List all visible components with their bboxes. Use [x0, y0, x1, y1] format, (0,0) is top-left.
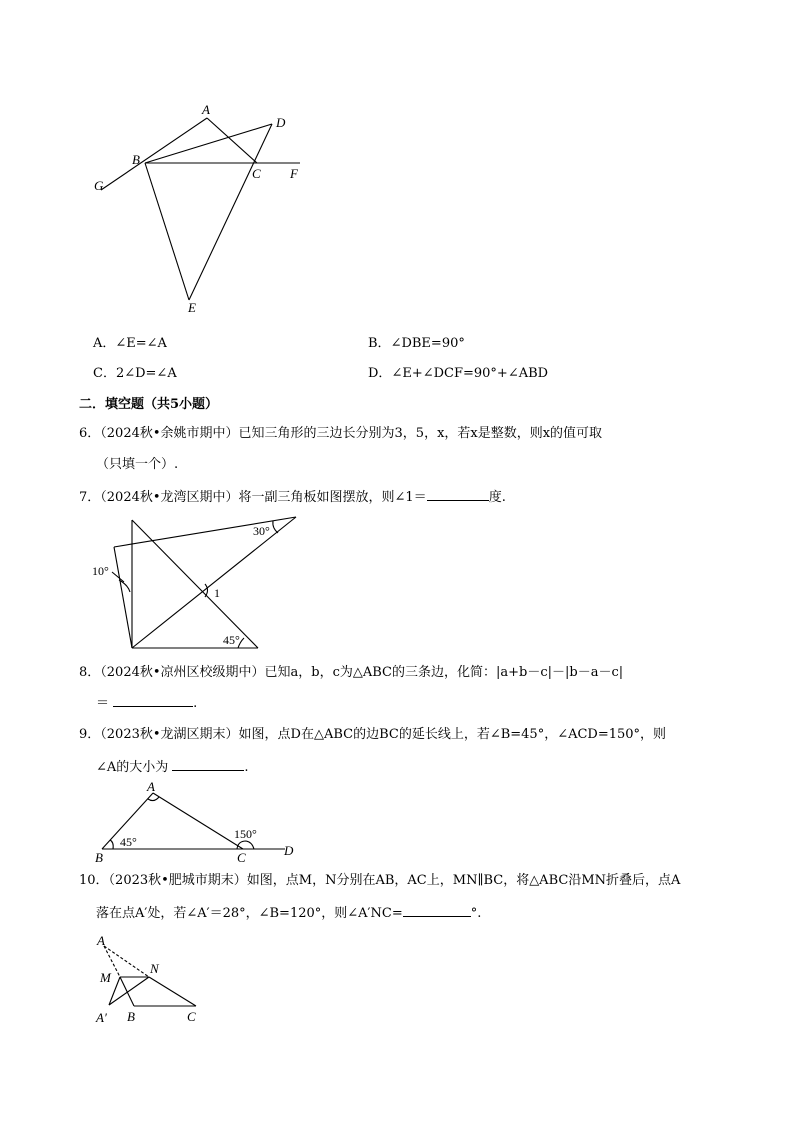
q8-line1: 8．（2024秋•凉州区校级期中）已知a，b，c为△ABC的三条边，化简：|a+b－c|－|b－a－c|	[79, 665, 624, 680]
q8-line2	[96, 693, 197, 713]
label-B: B	[132, 152, 140, 167]
q6-line2-text: （只填一个）.	[96, 457, 179, 472]
q7-blank[interactable]	[427, 487, 489, 501]
q9-blank[interactable]	[172, 757, 244, 771]
option-b-prefix: B．	[368, 336, 391, 351]
option-a-text: ∠E=∠A	[115, 336, 167, 351]
q10-blank[interactable]	[403, 903, 471, 917]
q10-label-A: A	[97, 933, 105, 948]
option-c-prefix: C．	[93, 366, 116, 381]
q8-line2-suffix: .	[193, 696, 198, 711]
q10-line2-prefix: 落在点A′处，若∠A′＝28°，∠B=120°，则∠A′NC=	[96, 906, 403, 921]
q7-angle-45: 45°	[223, 633, 240, 647]
q9-angle-45: 45°	[120, 835, 137, 849]
option-a	[93, 332, 167, 351]
section-title: 二．填空题（共5小题）	[79, 397, 219, 412]
option-b	[368, 332, 465, 351]
q10-label-N: N	[150, 961, 159, 976]
option-b-text: ∠DBE=90°	[390, 336, 465, 351]
figure-q10	[90, 930, 205, 1025]
q10-line1: 10．（2023秋•肥城市期末）如图，点M，N分别在AB，AC上，MN∥BC，将△ABC沿MN折叠后，点A	[79, 873, 681, 888]
q7-angle-10: 10°	[92, 564, 109, 578]
q9-line1: 9．（2023秋•龙湖区期末）如图，点D在△ABC的边BC的延长线上，若∠B=45°，∠ACD=150°，则	[79, 727, 667, 742]
q9-label-C: C	[237, 850, 246, 865]
q6-line1: 6．（2024秋•余姚市期中）已知三角形的三边长分别为3，5，x，若x是整数，则x的值可取	[79, 426, 603, 441]
option-c	[93, 362, 177, 381]
q10-label-M: M	[100, 970, 111, 985]
q7-text-after: 度.	[488, 490, 506, 505]
q8-blank[interactable]	[113, 693, 193, 707]
q9-label-D: D	[284, 843, 294, 858]
label-E: E	[188, 300, 196, 315]
q7-label-1: 1	[214, 586, 220, 600]
q9-line2-prefix: ∠A的大小为	[96, 760, 169, 775]
figure-q9	[88, 778, 303, 866]
figure-q7	[85, 510, 270, 655]
label-A: A	[202, 102, 210, 117]
option-c-text: 2∠D=∠A	[115, 366, 177, 381]
q7-angle-30: 30°	[253, 524, 270, 538]
q9-label-A: A	[147, 779, 155, 794]
label-F: F	[290, 166, 298, 181]
q6-line2	[96, 454, 178, 474]
q10-line2-suffix: °.	[470, 906, 482, 921]
label-G: G	[94, 178, 104, 193]
q10-line2	[96, 903, 481, 923]
q10-label-B: B	[127, 1009, 135, 1024]
q9-angle-150: 150°	[234, 827, 257, 841]
q8-line2-prefix: ＝	[96, 696, 110, 711]
option-d-text: ∠E+∠DCF=90°+∠ABD	[391, 366, 549, 381]
q9-line2-suffix: .	[244, 760, 249, 775]
option-d	[368, 362, 548, 381]
q7-text-before: 7．（2024秋•龙湾区期中）将一副三角板如图摆放，则∠1＝	[79, 490, 427, 505]
q9-line2	[96, 757, 249, 777]
label-D: D	[276, 115, 286, 130]
q7-line	[79, 487, 506, 507]
q10-label-C: C	[187, 1009, 196, 1024]
label-C: C	[252, 166, 261, 181]
figure-q5	[85, 95, 315, 320]
option-a-prefix: A．	[93, 336, 116, 351]
q9-label-B: B	[95, 850, 103, 865]
option-d-prefix: D．	[368, 366, 392, 381]
q10-label-A-prime: A′	[96, 1010, 107, 1025]
